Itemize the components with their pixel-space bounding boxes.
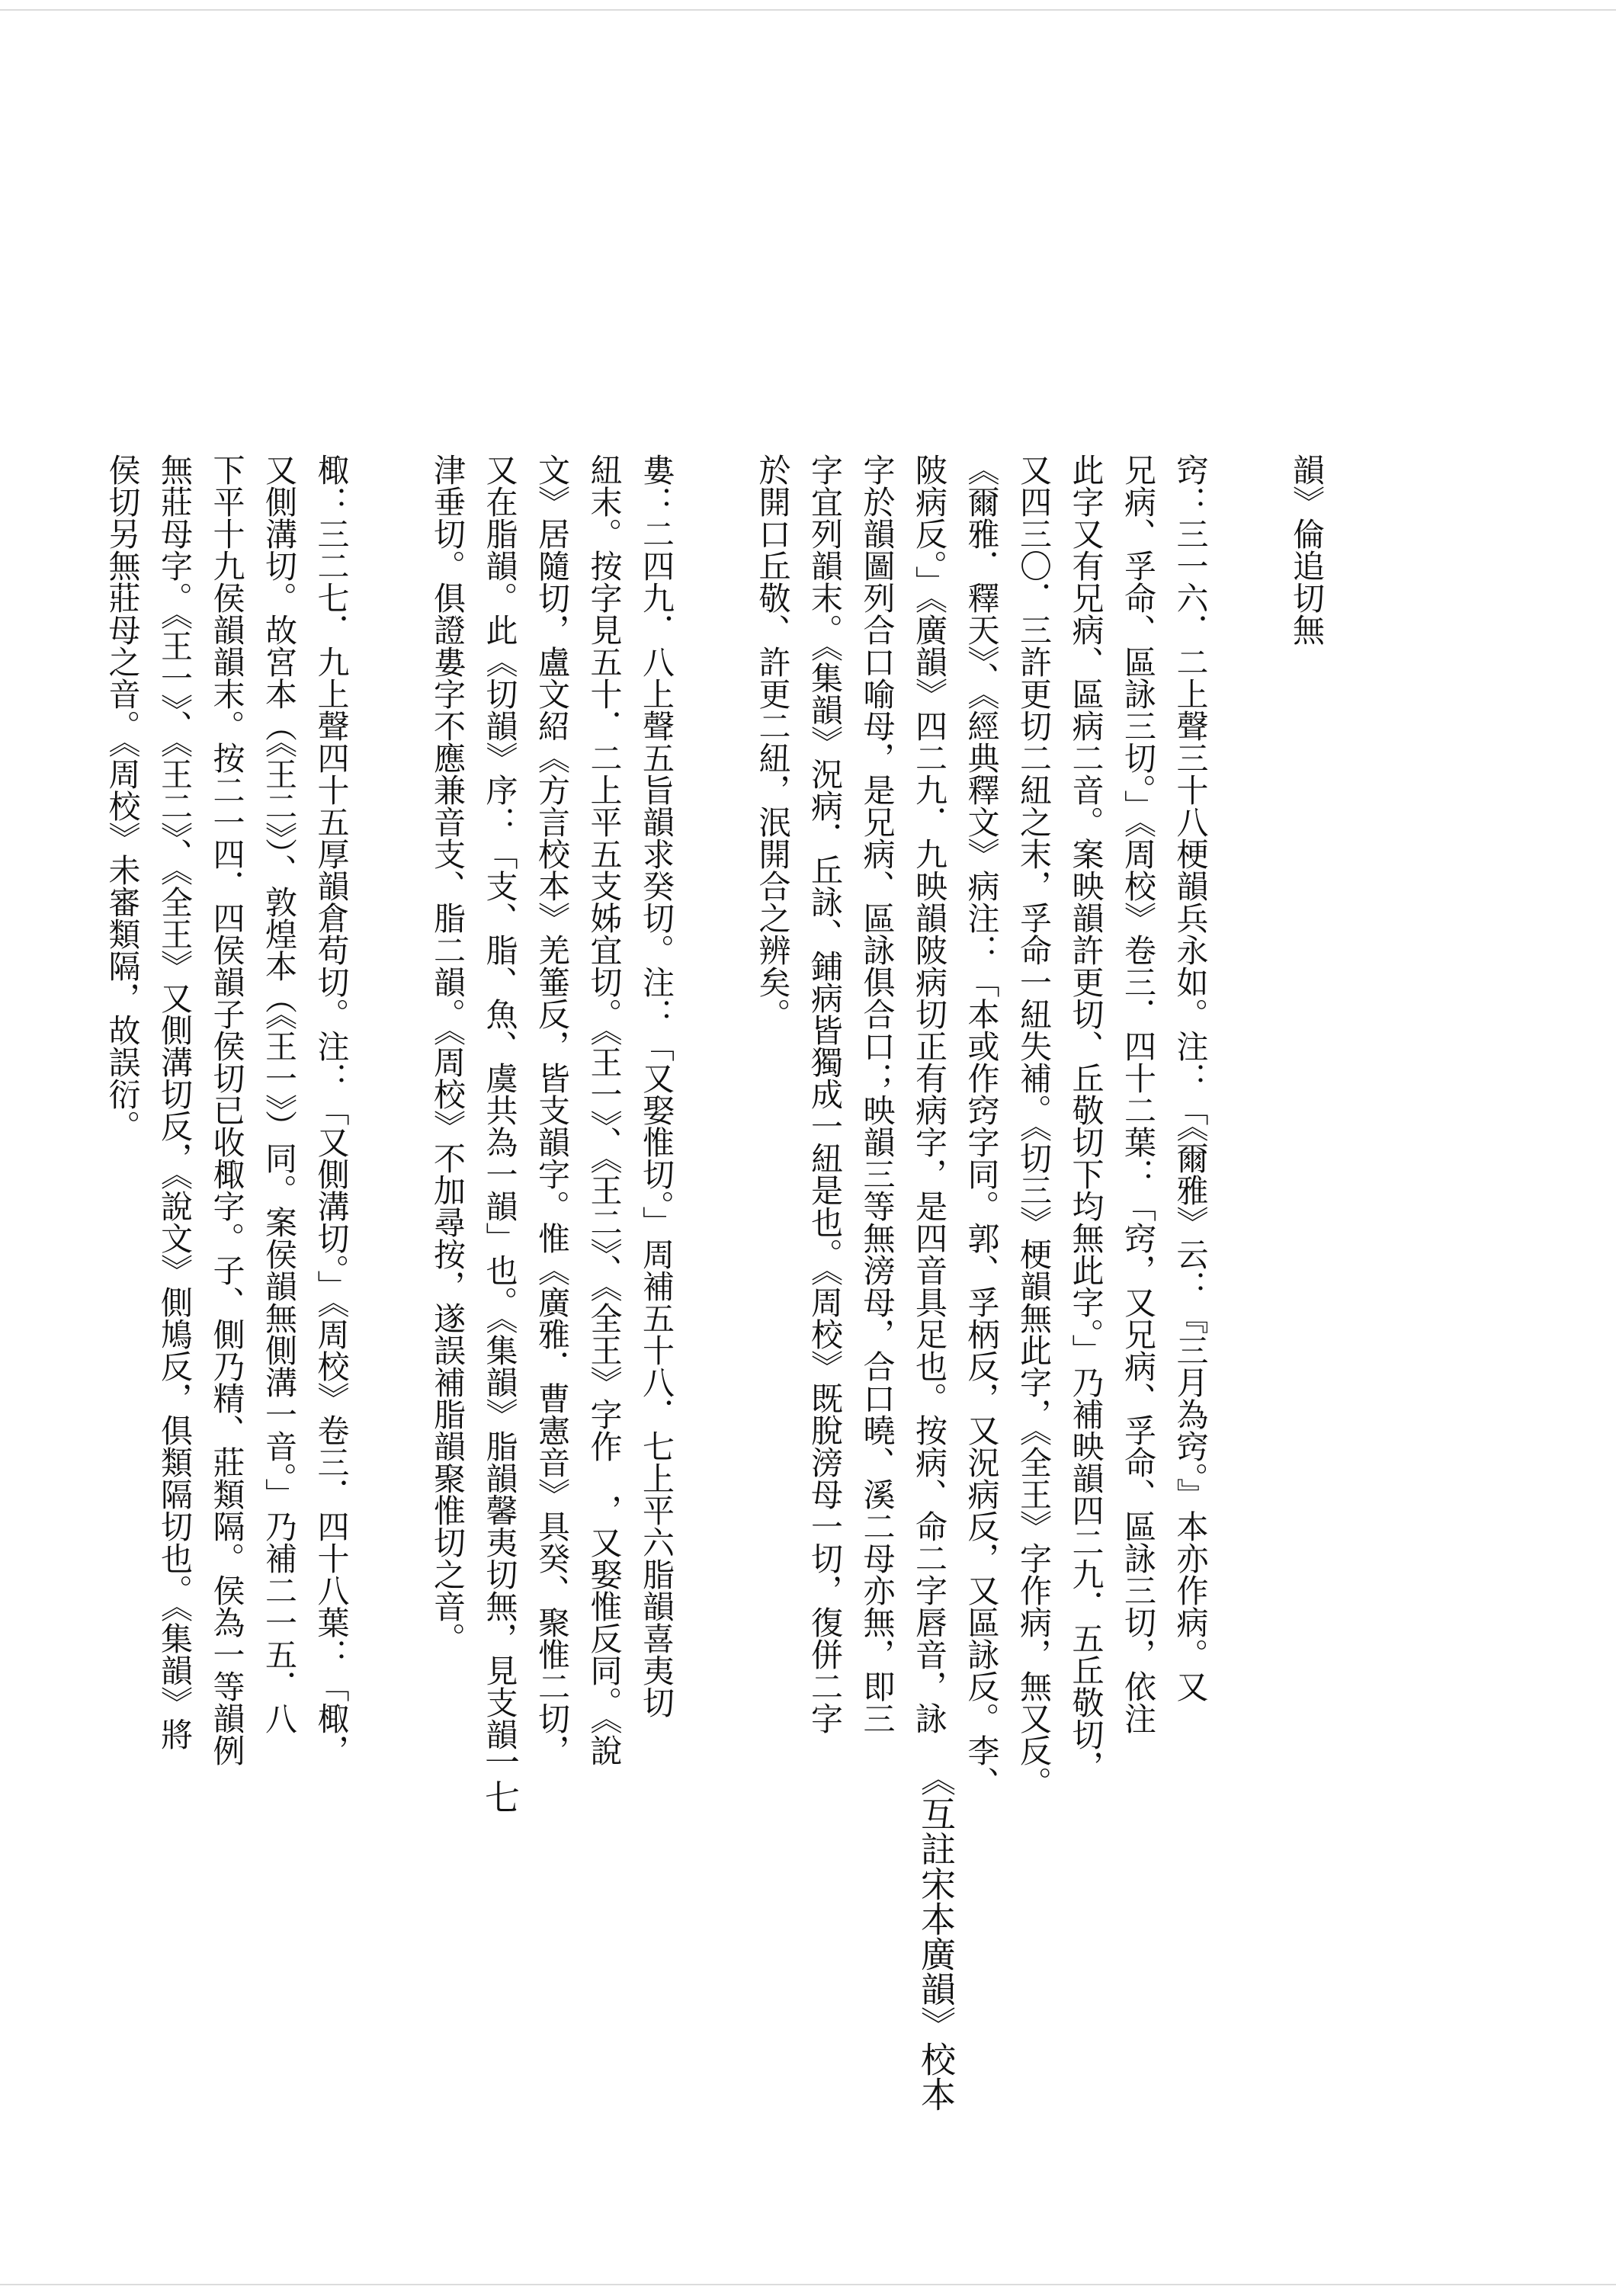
text-column: 韻》倫追切無 (1288, 454, 1326, 646)
text-column: 棷：三二七．九上聲四十五厚韻倉苟切。注：「又側溝切。」《周校》卷三．四十八葉：「棷， (313, 454, 351, 1766)
text-column: 陂病反。」《廣韻》四二九．九映韻陂病切正有病字，是四音具足也。按病、命二字唇音，詠 (911, 454, 948, 1734)
page-number: 一七 (479, 1744, 521, 1814)
text-column: 《爾雅．釋天》、《經典釋文》病注：「本或作窍字同。郭、孚柄反，又況病反，又區詠反。李、 (963, 454, 1001, 1798)
text-column: 無莊母字。《王一》、《王二》、《全王》又側溝切反，《說文》側鳩反，俱類隔切也。《集韻》將 (156, 454, 194, 1750)
text-column: 字宜列韻末。《集韻》況病．丘詠、鋪病皆獨成一紐是也。《周校》既脫滂母一切，復併二字 (806, 454, 844, 1734)
scan-bottom-edge (0, 2284, 1616, 2285)
text-column: 紐末。按字見五十．二上平五支姊宜切。《王一》、《王二》、《全王》字作 ，又娶惟反同。《說 (585, 454, 624, 1766)
text-column: 於開口丘敬、許更二紐，泯開合之辨矣。 (754, 454, 792, 1030)
text-column: 侯切另無莊母之音。《周校》未審類隔，故誤衍。 (104, 454, 142, 1142)
text-column: 窍：三一六．二上聲三十八梗韻兵永如。注：「《爾雅》云：『三月為窍。』本亦作病。又 (1172, 454, 1210, 1702)
text-column: 字於韻圖列合口喻母，是兄病、區詠俱合口；映韻三等無滂母，合口曉、溪二母亦無，即三 (858, 454, 896, 1734)
text-column: 婁：二四九．八上聲五旨韻求癸切。注：「又娶惟切。」周補五十八．七上平六脂韻喜夷切 (638, 454, 675, 1718)
scan-top-edge (0, 9, 1616, 11)
text-column: 文》居隨切，盧文紹《方言校本》羌箠反，皆支韻字。惟《廣雅．曹憲音》具癸、聚惟二切， (534, 454, 571, 1766)
text-column: 又在脂韻。此《切韻》序：「支、脂、魚、虞共為一韻」也。《集韻》脂韻馨夷切無，見支韻 (481, 454, 519, 1750)
text-column: 兄病、孚命、區詠三切。」《周校》卷三．四十二葉：「窍，又兄病、孚命、區詠三切，依注 (1120, 454, 1157, 1734)
text-column: 又四三〇．三許更切二紐之末，孚命一紐失補。《切三》梗韻無此字，《全王》字作病，無又反。 (1015, 454, 1053, 1798)
book-title-footer: 《互註宋本廣韻》校本 (915, 1761, 957, 2112)
text-column: 此字又有兄病、區病二音。案映韻許更切、丘敬切下均無此字。」乃補映韻四二九．五丘敬切， (1067, 454, 1105, 1782)
text-column: 下平十九侯韻韻末。按二一四．四侯韻子侯切已收棷字。子、側乃精、莊類隔。侯為一等韻例 (208, 454, 246, 1766)
text-column: 又側溝切。故宮本（《王二》）、敦煌本（《王一》）同。案侯韻無側溝一音。」乃補二一五．八 (261, 454, 298, 1734)
text-column: 津垂切。俱證婁字不應兼音支、脂二韻。《周校》不加尋按，遂誤補脂韻聚惟切之音。 (429, 454, 467, 1654)
